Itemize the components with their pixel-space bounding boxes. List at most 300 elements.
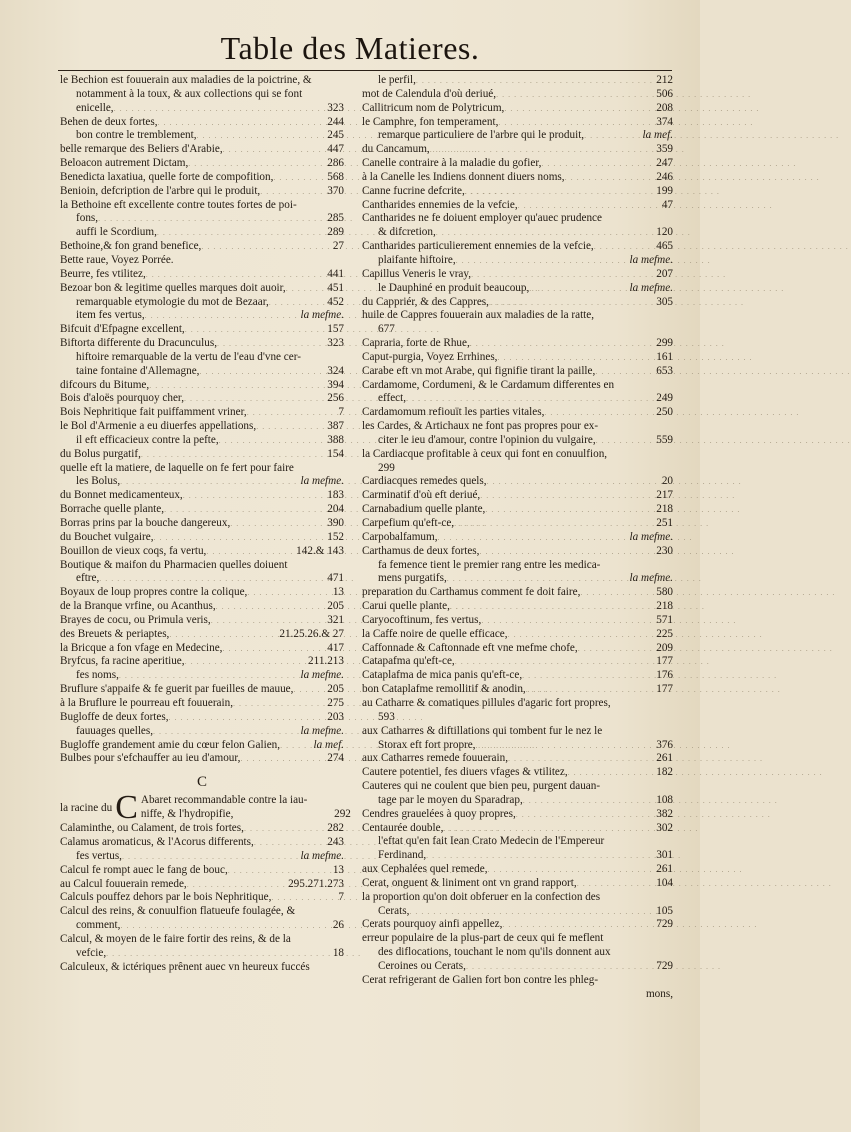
index-entry xyxy=(60,420,344,434)
index-entry xyxy=(362,614,673,628)
index-entry xyxy=(362,254,673,268)
right-entries-c xyxy=(362,74,673,1002)
leader-dots xyxy=(496,88,654,102)
leader-dots xyxy=(188,157,325,171)
index-entry xyxy=(60,309,344,323)
title-rule xyxy=(58,70,672,71)
index-entry xyxy=(362,199,673,213)
section-letter-c: C xyxy=(196,774,207,791)
entry-text: les Bolus, xyxy=(76,475,121,488)
index-entry xyxy=(60,822,344,836)
index-entry xyxy=(362,974,673,988)
index-entry xyxy=(362,212,673,226)
entry-text: Behen de deux fortes, xyxy=(60,115,158,128)
entry-page-ref: 653 xyxy=(656,364,673,377)
entry-text: Borrache quelle plante, xyxy=(60,503,165,516)
entry-text: enicelle, xyxy=(76,101,114,114)
index-entry xyxy=(60,116,344,130)
entry-page-ref: la mefme. xyxy=(300,669,344,682)
entry-text: remarquable etymologie du mot de Bezaar, xyxy=(76,295,269,308)
entry-text: Cantharides particulierement ennemies de la vefcie, xyxy=(362,240,594,253)
index-entry xyxy=(362,531,673,545)
entry-text: Carabe eft vn mot Arabe, qui fignifie tirant la paille, xyxy=(362,364,596,377)
leader-dots xyxy=(141,448,325,462)
entry-text: hiftoire remarquable de la vertu de l'eau d'vne cer- xyxy=(76,350,301,363)
index-entry xyxy=(362,849,673,863)
index-entry xyxy=(60,212,344,226)
entry-text: Caput-purgia, Voyez Errhines, xyxy=(362,350,498,363)
entry-page-ref: 230 xyxy=(656,544,673,557)
entry-page-ref: la mefme. xyxy=(300,849,344,862)
leader-dots xyxy=(508,628,655,642)
index-entry xyxy=(362,683,673,697)
index-entry xyxy=(362,406,673,420)
index-entry xyxy=(60,268,344,282)
entry-page-ref: 7 xyxy=(338,891,344,904)
index-entry xyxy=(60,864,344,878)
entry-text: Cataplafma de mica panis qu'eft-ce, xyxy=(362,669,523,682)
leader-dots xyxy=(184,392,325,406)
entry-page-ref: 251 xyxy=(656,517,673,529)
index-entry xyxy=(362,88,673,102)
index-entry xyxy=(362,282,673,296)
index-entry xyxy=(60,891,344,905)
leader-dots xyxy=(280,739,311,753)
entry-page-ref: 177 xyxy=(656,655,673,668)
entry-text: le Bol d'Armenie a eu diuerfes appellations, xyxy=(60,420,257,433)
entry-text: les Cardes, & Artichaux ne font pas propres pour ex- xyxy=(362,420,599,433)
entry-text: Ferdinand, xyxy=(378,849,427,862)
entry-page-ref: 211.213 xyxy=(308,655,344,668)
index-entry xyxy=(362,988,673,1002)
index-entry xyxy=(362,157,673,171)
index-entry xyxy=(60,614,344,628)
index-entry xyxy=(362,143,673,157)
index-entry xyxy=(362,365,673,379)
entry-text: vefcie, xyxy=(76,946,107,959)
drop-cap-line-1: Abaret recommandable contre la iau- xyxy=(140,794,308,807)
entry-text: Cantharides ennemies de la vefcie, xyxy=(362,198,518,211)
entry-text: Carnabadium quelle plante, xyxy=(362,503,486,516)
index-entry xyxy=(60,725,344,739)
index-entry xyxy=(362,226,673,240)
entry-page-ref: 247 xyxy=(656,157,673,170)
leader-dots xyxy=(485,503,654,517)
entry-text: à la Bruflure le pourreau eft fouuerain, xyxy=(60,696,234,709)
entry-page-ref: 447 xyxy=(327,143,344,156)
entry-page-ref: la mef. xyxy=(642,129,673,142)
entry-text: Boutique & maifon du Pharmacien quelles doiuent xyxy=(60,558,288,571)
entry-text: aux Catharres & diftillations qui tombent fur le nez le xyxy=(362,724,603,737)
index-entry xyxy=(60,947,344,961)
index-entry xyxy=(362,905,673,919)
leader-dots xyxy=(197,129,326,143)
entry-text: Storax eft fort propre, xyxy=(378,738,476,751)
index-entry xyxy=(60,503,344,517)
index-entry xyxy=(362,960,673,974)
leader-dots xyxy=(244,822,325,836)
entry-page-ref: 324 xyxy=(327,364,344,377)
entry-page-ref: 154 xyxy=(327,447,344,460)
index-entry xyxy=(362,946,673,960)
entry-text: taine fontaine d'Allemagne, xyxy=(76,364,200,377)
index-entry xyxy=(60,102,344,116)
leader-dots xyxy=(456,254,628,268)
leader-dots xyxy=(526,683,654,697)
entry-text: la Caffe noire de quelle efficace, xyxy=(362,627,508,640)
index-entry xyxy=(60,254,344,268)
entry-text: Beurre, fes vtilitez, xyxy=(60,267,146,280)
index-entry xyxy=(60,351,344,365)
leader-dots xyxy=(233,697,325,711)
entry-text: comment, xyxy=(76,919,121,932)
entry-text: le perfil, xyxy=(378,74,416,86)
entry-page-ref: 152 xyxy=(327,530,344,543)
entry-text: Bezoar bon & legitime quelles marques doit auoir, xyxy=(60,281,286,294)
left-entries-c xyxy=(60,822,344,974)
leader-dots xyxy=(416,74,654,88)
entry-text: au Catharre & comatiques pillules d'agaric fort propres, xyxy=(362,696,611,709)
entry-text: Cerat, onguent & liniment ont vn grand rapport, xyxy=(362,876,577,889)
index-entry xyxy=(362,794,673,808)
leader-dots xyxy=(502,918,654,932)
leader-dots xyxy=(479,545,654,559)
entry-page-ref: 382 xyxy=(656,807,673,820)
leader-dots xyxy=(183,489,326,503)
entry-text: & difcretion, xyxy=(378,226,436,239)
entry-text: Cardamomum refiouït les parties vitales, xyxy=(362,406,545,419)
entry-text: 299 xyxy=(378,461,395,474)
entry-page-ref: 161 xyxy=(656,350,673,363)
index-entry xyxy=(362,628,673,642)
index-entry xyxy=(362,489,673,503)
entry-page-ref: la mefme. xyxy=(300,309,344,322)
index-entry xyxy=(60,683,344,697)
entry-page-ref: 199 xyxy=(656,184,673,197)
leader-dots xyxy=(508,752,654,766)
entry-page-ref: 205 xyxy=(327,600,344,613)
index-entry xyxy=(362,780,673,794)
leader-dots xyxy=(230,517,325,531)
entry-text: Bulbes pour s'efchauffer au ieu d'amour, xyxy=(60,752,241,765)
leader-dots xyxy=(438,531,628,545)
leader-dots xyxy=(247,586,330,600)
entry-text: Bette raue, Voyez Porrée. xyxy=(60,253,174,266)
index-entry xyxy=(362,752,673,766)
entry-page-ref: 142.& 143 xyxy=(296,544,344,557)
index-entry xyxy=(362,268,673,282)
entry-text: Capraria, forte de Rhue, xyxy=(362,337,470,350)
leader-dots xyxy=(578,642,655,656)
entry-page-ref: 207 xyxy=(656,267,673,280)
entry-text: Canelle contraire à la maladie du gofier, xyxy=(362,157,542,170)
index-entry xyxy=(362,185,673,199)
index-entry xyxy=(362,448,673,462)
entry-page-ref: 580 xyxy=(656,586,673,599)
index-entry xyxy=(362,559,673,573)
entry-text: à la Canelle les Indiens donnent diuers noms, xyxy=(362,170,565,183)
entry-text: Calculeux, & ictériques prênent auec vn heureux fuccés xyxy=(60,960,310,973)
entry-page-ref: 13 xyxy=(332,863,344,876)
index-entry xyxy=(362,586,673,600)
index-entry xyxy=(362,462,673,476)
entry-page-ref: 506 xyxy=(656,87,673,100)
entry-page-ref: 452 xyxy=(327,295,344,308)
entry-text: Beloacon autrement Dictam, xyxy=(60,157,189,170)
entry-text: bon Cataplafme remollitif & anodin, xyxy=(362,683,526,696)
entry-page-ref: 225 xyxy=(656,627,673,640)
index-entry xyxy=(60,171,344,185)
entry-text: quelle eft la matiere, de laquelle on fe fert pour faire xyxy=(60,461,294,474)
leader-dots xyxy=(260,185,325,199)
leader-dots xyxy=(518,199,660,213)
entry-page-ref: 274 xyxy=(327,752,344,765)
index-entry xyxy=(60,517,344,531)
index-entry xyxy=(60,323,344,337)
index-entry xyxy=(60,282,344,296)
entry-text: l'eftat qu'en fait Iean Crato Medecin de l'Empereur xyxy=(378,835,605,848)
entry-page-ref: 108 xyxy=(656,793,673,806)
leader-dots xyxy=(153,725,298,739)
index-entry xyxy=(60,448,344,462)
leader-dots xyxy=(596,434,655,448)
index-entry xyxy=(60,296,344,310)
entry-page-ref: 243 xyxy=(327,836,344,849)
entry-page-ref: 105 xyxy=(656,904,673,917)
leader-dots xyxy=(470,337,654,351)
index-entry xyxy=(60,199,344,213)
leader-dots xyxy=(217,337,325,351)
entry-page-ref: 212 xyxy=(656,74,673,86)
entry-text: mens purgatifs, xyxy=(378,572,447,585)
entry-text: Cerats pourquoy ainfi appellez, xyxy=(362,918,503,931)
entry-text: difcours du Bitume, xyxy=(60,378,150,391)
index-entry xyxy=(60,392,344,406)
leader-dots xyxy=(222,642,325,656)
index-entry xyxy=(60,878,344,892)
leader-dots xyxy=(430,143,654,157)
entry-text: Bouillon de vieux coqs, fa vertu, xyxy=(60,544,207,557)
index-entry xyxy=(362,323,673,337)
entry-text: du Cappriér, & des Cappres, xyxy=(362,295,489,308)
index-entry xyxy=(362,116,673,130)
entry-text: Carminatif d'où eft deriué, xyxy=(362,489,481,502)
leader-dots xyxy=(584,129,640,143)
index-entry xyxy=(362,739,673,753)
index-entry xyxy=(60,337,344,351)
entry-text: au Calcul fouuerain remede, xyxy=(60,877,187,890)
leader-dots xyxy=(158,116,326,130)
entry-page-ref: 13 xyxy=(332,586,344,599)
entry-page-ref: 387 xyxy=(327,420,344,433)
leader-dots xyxy=(256,420,325,434)
entry-page-ref: la mefme. xyxy=(629,253,673,266)
leader-dots xyxy=(426,849,654,863)
index-entry xyxy=(362,240,673,254)
index-entry xyxy=(362,642,673,656)
entry-page-ref: 282 xyxy=(327,822,344,835)
index-entry xyxy=(362,655,673,669)
entry-page-ref: 205 xyxy=(327,683,344,696)
index-entry xyxy=(60,711,344,725)
index-entry xyxy=(362,337,673,351)
leader-dots xyxy=(594,240,654,254)
index-entry xyxy=(362,475,673,489)
index-entry xyxy=(60,129,344,143)
entry-text: auffi le Scordium, xyxy=(76,226,157,239)
index-entry xyxy=(60,905,344,919)
leader-dots xyxy=(247,406,337,420)
entry-text: aux Catharres remede fouuerain, xyxy=(362,752,508,765)
entry-text: Cardiacques remedes quels, xyxy=(362,475,487,488)
leader-dots xyxy=(149,379,325,393)
drop-cap-prefix: la racine du xyxy=(60,802,113,815)
entry-page-ref: 104 xyxy=(656,876,673,889)
index-entry xyxy=(362,835,673,849)
index-entry xyxy=(362,545,673,559)
entry-text: Cantharides ne fe doiuent employer qu'auec prudence xyxy=(362,212,602,225)
leader-dots xyxy=(286,282,325,296)
entry-page-ref: 218 xyxy=(656,503,673,516)
index-entry xyxy=(362,572,673,586)
entry-text: Biftorta differente du Dracunculus, xyxy=(60,337,217,350)
leader-dots xyxy=(498,116,654,130)
entry-page-ref: 204 xyxy=(327,503,344,516)
leader-dots xyxy=(489,296,654,310)
entry-text: le Dauphiné en produit beaucoup, xyxy=(378,281,530,294)
entry-text: il eft efficacieux contre la pefte, xyxy=(76,433,219,446)
entry-text: Calcul des reins, & conuulfion flatueufe foulagée, & xyxy=(60,905,296,918)
entry-page-ref: 305 xyxy=(656,295,673,308)
index-entry xyxy=(60,961,344,975)
leader-dots xyxy=(443,822,654,836)
entry-page-ref: 275 xyxy=(327,696,344,709)
entry-text: le Bechion est fouuerain aux maladies de la poictrine, & xyxy=(60,74,312,86)
leader-dots xyxy=(522,669,654,683)
leader-dots xyxy=(577,877,655,891)
entry-text: Borras prins par la bouche dangereux, xyxy=(60,517,231,529)
leader-dots xyxy=(106,947,331,961)
index-entry xyxy=(60,531,344,545)
entry-page-ref: 286 xyxy=(327,157,344,170)
entry-page-ref: 120 xyxy=(656,226,673,239)
entry-page-ref: la mefme. xyxy=(300,724,344,737)
entry-text: Cerat refrigerant de Galien fort bon contre les phleg- xyxy=(362,973,599,986)
leader-dots xyxy=(154,531,326,545)
index-entry xyxy=(362,932,673,946)
index-entry xyxy=(362,891,673,905)
leader-dots xyxy=(185,655,306,669)
entry-page-ref: 176 xyxy=(656,669,673,682)
index-entry xyxy=(60,628,344,642)
index-entry xyxy=(362,309,673,323)
index-entry xyxy=(60,143,344,157)
leader-dots xyxy=(120,475,298,489)
leader-dots xyxy=(157,226,325,240)
leader-dots xyxy=(471,268,654,282)
entry-page-ref: 246 xyxy=(656,170,673,183)
entry-page-ref: 559 xyxy=(656,433,673,446)
leader-dots xyxy=(185,323,326,337)
entry-text: du Bonnet medicamenteux, xyxy=(60,489,183,502)
entry-text: Canne fucrine defcrite, xyxy=(362,184,465,197)
leader-dots xyxy=(223,143,326,157)
entry-page-ref: 301 xyxy=(656,849,673,862)
entry-text: Calculs pouffez dehors par le bois Nephritique, xyxy=(60,891,272,904)
entry-page-ref: la mefme. xyxy=(629,572,673,585)
leader-dots xyxy=(541,157,654,171)
leader-dots xyxy=(544,406,654,420)
index-entry xyxy=(362,503,673,517)
index-entry xyxy=(60,240,344,254)
leader-dots xyxy=(504,102,654,116)
index-entry xyxy=(60,933,344,947)
entry-text: Caffonnade & Caftonnade eft vne mefme chofe, xyxy=(362,641,578,654)
index-entry xyxy=(60,572,344,586)
entry-page-ref: 370 xyxy=(327,184,344,197)
entry-page-ref: 157 xyxy=(327,323,344,336)
leader-dots xyxy=(145,309,299,323)
leader-dots xyxy=(219,434,326,448)
index-entry xyxy=(60,559,344,573)
entry-text: belle remarque des Beliers d'Arabie, xyxy=(60,143,223,156)
leader-dots xyxy=(487,475,660,489)
entry-page-ref: 302 xyxy=(656,821,673,834)
entry-text: aux Cephalées quel remede, xyxy=(362,863,488,876)
leader-dots xyxy=(206,545,294,559)
index-entry xyxy=(60,850,344,864)
entry-text: Bruflure s'appaife & fe guerit par fueilles de mauue, xyxy=(60,683,294,696)
entry-page-ref: 571 xyxy=(656,613,673,626)
entry-text: Bois d'aloës pourquoy cher, xyxy=(60,392,184,405)
entry-text: Boyaux de loup propres contre la colique, xyxy=(60,586,248,599)
index-entry xyxy=(60,462,344,476)
entry-page-ref: 729 xyxy=(656,960,673,972)
leader-dots xyxy=(228,864,331,878)
entry-text: Capillus Veneris le vray, xyxy=(362,267,472,280)
entry-page-ref: 729 xyxy=(656,918,673,931)
entry-text: remarque particuliere de l'arbre qui le produit, xyxy=(378,129,585,142)
index-entry xyxy=(362,129,673,143)
entry-text: fa femence tient le premier rang entre les medica- xyxy=(378,558,601,571)
entry-text: Bugloffe grandement amie du cœur felon Galien, xyxy=(60,738,281,751)
entry-text: fauuages quelles, xyxy=(76,724,154,737)
leader-dots xyxy=(122,850,299,864)
entry-page-ref: 285 xyxy=(327,212,344,225)
entry-text: du Bolus purgatif, xyxy=(60,447,141,460)
entry-text: citer le ieu d'amour, contre l'opinion du vulgaire, xyxy=(378,433,596,446)
drop-cap-entry xyxy=(60,789,351,827)
entry-text: Cauteres qui ne coulent que bien peu, purgent dauan- xyxy=(362,780,601,793)
entry-text: la Bethoine eft excellente contre toutes fortes de poi- xyxy=(60,198,297,211)
index-entry xyxy=(60,655,344,669)
entry-text: des diflocations, touchant le nom qu'ils donnent aux xyxy=(378,946,611,959)
entry-text: Calcul fe rompt auec le fang de bouc, xyxy=(60,863,228,876)
leader-dots xyxy=(476,739,655,753)
leader-dots xyxy=(146,268,325,282)
index-entry xyxy=(362,808,673,822)
entry-page-ref: 359 xyxy=(656,143,673,156)
index-entry xyxy=(362,725,673,739)
entry-page-ref: 299 xyxy=(656,337,673,350)
entry-text: notamment à la toux, & aux collections qui se font xyxy=(76,87,303,100)
index-entry xyxy=(60,406,344,420)
entry-text: Bugloffe de deux fortes, xyxy=(60,710,169,723)
entry-text: preparation du Carthamus comment fe doit faire, xyxy=(362,586,581,599)
left-entries-b xyxy=(60,74,344,766)
entry-page-ref: 47 xyxy=(661,198,673,211)
entry-text: Cautere potentiel, fes diuers vfages & vtilitez, xyxy=(362,766,568,779)
